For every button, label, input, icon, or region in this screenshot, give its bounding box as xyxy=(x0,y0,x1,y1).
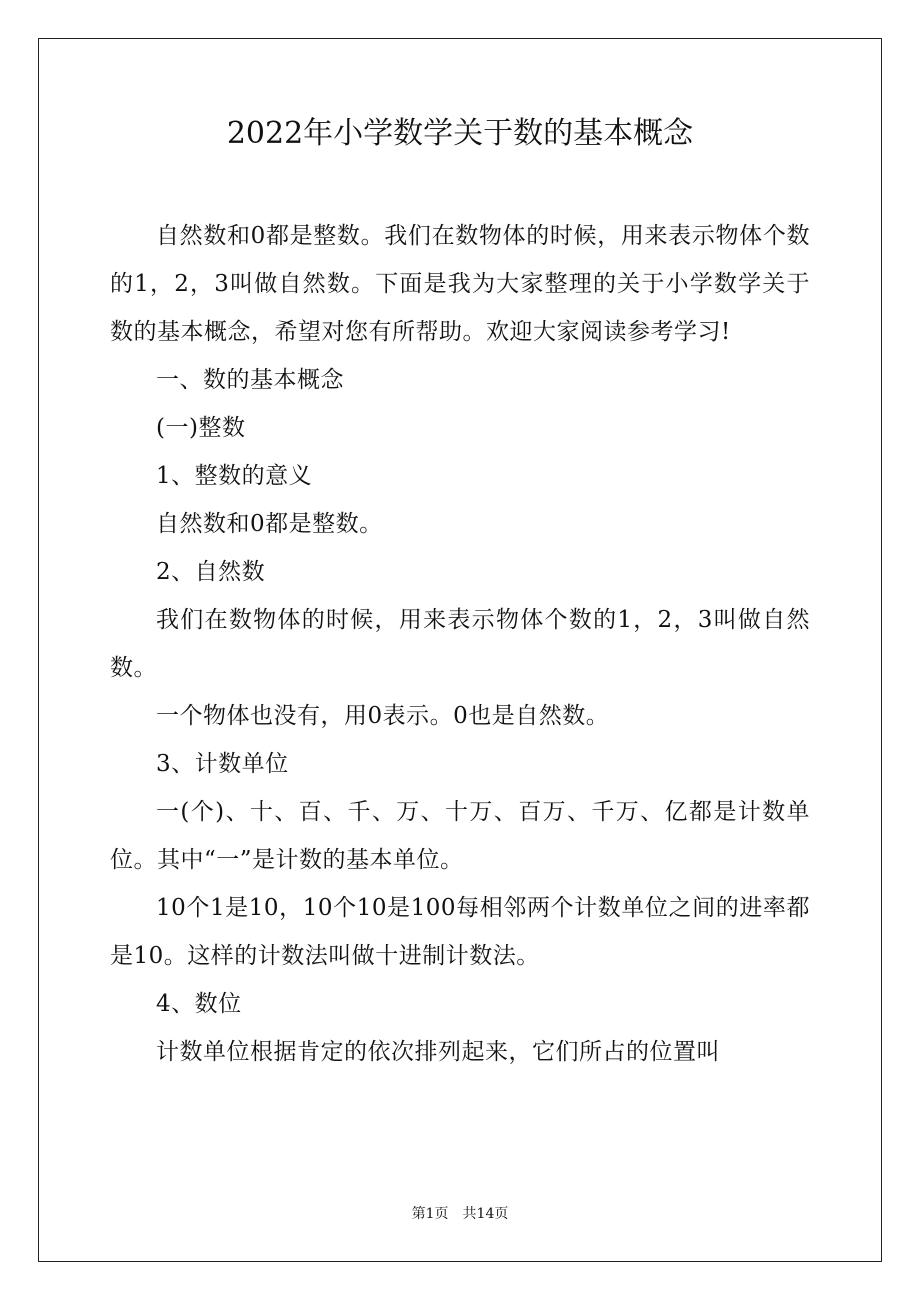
heading-counting-units: 3、计数单位 xyxy=(156,751,289,777)
paragraph-intro: 自然数和0都是整数。我们在数物体的时候，用来表示物体个数的1，2，3叫做自然数。下面是我为大家整理的关于小学数学关于数的基本概念，希望对您有所帮助。欢迎大家阅读参考学习! xyxy=(110,223,810,345)
heading-digit-places: 4、数位 xyxy=(156,991,242,1017)
heading-section-1: 一、数的基本概念 xyxy=(156,367,344,393)
heading-natural-numbers: 2、自然数 xyxy=(156,559,266,585)
document-title: 2022年小学数学关于数的基本概念 xyxy=(226,116,694,151)
paragraph-counting-units: 一(个)、十、百、千、万、十万、百万、千万、亿都是计数单位。其中“一”是计数的基本单位。 xyxy=(110,799,810,873)
heading-integer-meaning: 1、整数的意义 xyxy=(156,463,313,489)
heading-integers: (一)整数 xyxy=(156,415,246,441)
paragraph-integer-meaning: 自然数和0都是整数。 xyxy=(156,511,383,537)
paragraph-decimal-system: 10个1是10，10个10是100每相邻两个计数单位之间的进率都是10。这样的计数法叫做十进制计数法。 xyxy=(110,895,810,969)
document-body xyxy=(110,212,810,1076)
paragraph-zero: 一个物体也没有，用0表示。0也是自然数。 xyxy=(156,703,610,729)
paragraph-digit-places: 计数单位根据肯定的依次排列起来，它们所占的位置叫 xyxy=(156,1039,720,1065)
page-footer xyxy=(0,1204,920,1224)
page-number-current: 第1页 xyxy=(411,1206,449,1222)
paragraph-natural-numbers: 我们在数物体的时候，用来表示物体个数的1，2，3叫做自然数。 xyxy=(110,607,810,681)
page-number-total: 共14页 xyxy=(462,1206,509,1222)
